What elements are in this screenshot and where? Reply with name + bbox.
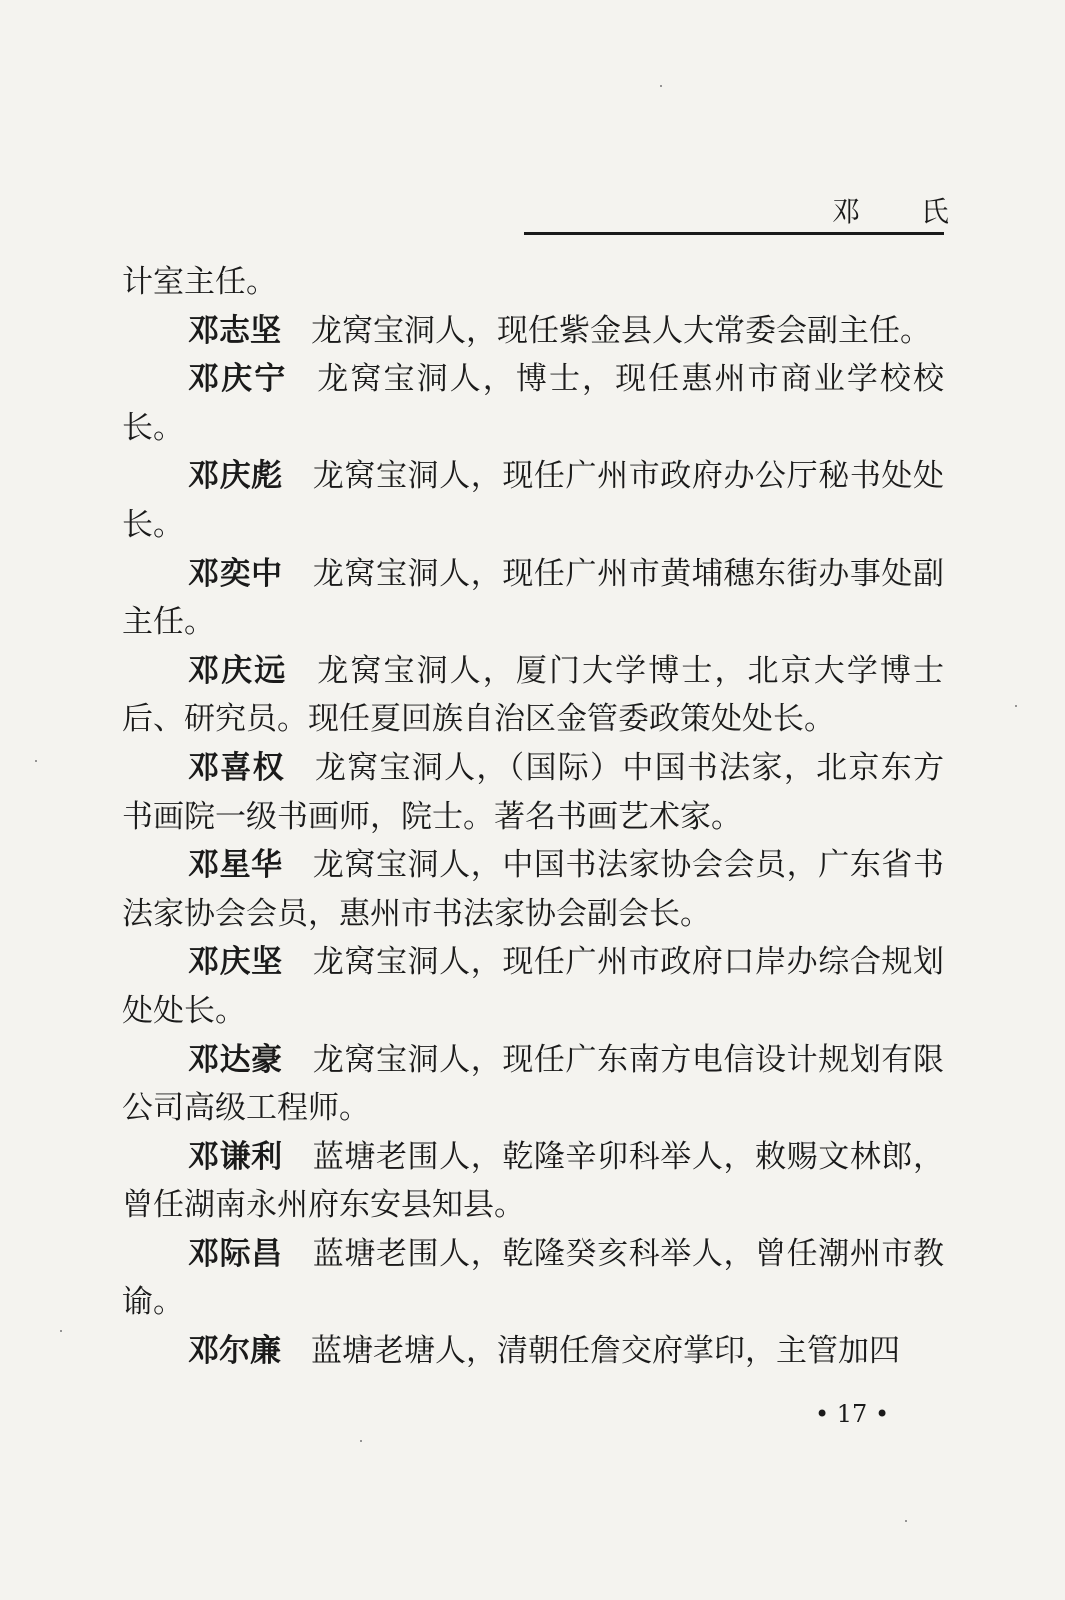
running-head: 邓 氏 bbox=[832, 195, 975, 228]
entry-text: 蓝塘老围人，乾隆辛卯科举人，敕赐文林郎，曾任湖南永州府东安县知县。 bbox=[122, 1138, 945, 1224]
entry-text: 龙窝宝洞人，厦门大学博士，北京大学博士后、研究员。现任夏回族自治区金管委政策处处长。 bbox=[122, 652, 945, 738]
entry-name: 邓尔廉 bbox=[188, 1333, 281, 1370]
scan-speck bbox=[60, 1330, 62, 1332]
entry-name: 邓谦利 bbox=[188, 1138, 283, 1175]
entry-deng-qianli bbox=[122, 1133, 944, 1230]
entry-deng-qingyuan bbox=[122, 647, 944, 744]
entry-name: 邓星华 bbox=[188, 847, 283, 884]
entry-text: 龙窝宝洞人，中国书法家协会会员，广东省书法家协会会员，惠州市书法家协会副会长。 bbox=[122, 847, 945, 932]
entry-name: 邓达豪 bbox=[188, 1041, 283, 1078]
entry-deng-jichang bbox=[122, 1230, 944, 1327]
scan-speck bbox=[905, 1520, 907, 1522]
body-text bbox=[122, 258, 944, 1376]
entry-name: 邓庆彪 bbox=[188, 458, 283, 495]
scan-speck bbox=[660, 85, 662, 87]
entry-deng-qingjian bbox=[122, 938, 944, 1035]
entry-name: 邓际昌 bbox=[188, 1235, 283, 1272]
entry-name: 邓志坚 bbox=[188, 312, 281, 349]
entry-deng-zhijian bbox=[122, 307, 944, 356]
header-rule bbox=[524, 232, 944, 235]
entry-deng-dahao bbox=[122, 1036, 944, 1133]
entry-name: 邓喜权 bbox=[188, 749, 285, 786]
entry-text: 蓝塘老塘人，清朝任詹交府掌印，主管加四 bbox=[311, 1333, 900, 1370]
entry-text: 龙窝宝洞人，现任广州市黄埔穗东街办事处副主任。 bbox=[122, 555, 945, 641]
entry-text: 龙窝宝洞人，现任广州市政府办公厅秘书处处长。 bbox=[122, 458, 945, 543]
entry-deng-yizhong bbox=[122, 550, 944, 647]
entry-name: 邓奕中 bbox=[188, 555, 283, 592]
entry-deng-erlian bbox=[122, 1327, 944, 1376]
scan-speck bbox=[1015, 705, 1017, 707]
entry-deng-xinghua bbox=[122, 841, 944, 938]
entry-text: 龙窝宝洞人，现任广州市政府口岸办综合规划处处长。 bbox=[122, 944, 945, 1029]
page-number: • 17 • bbox=[815, 1400, 890, 1428]
entry-name: 邓庆远 bbox=[188, 652, 288, 689]
scan-speck bbox=[35, 760, 37, 762]
entry-text: 蓝塘老围人，乾隆癸亥科举人，曾任潮州市教谕。 bbox=[122, 1235, 945, 1321]
entry-text: 龙窝宝洞人，（国际）中国书法家，北京东方书画院一级书画师，院士。著名书画艺术家。 bbox=[122, 749, 945, 835]
entry-text: 龙窝宝洞人，现任广东南方电信设计规划有限公司高级工程师。 bbox=[122, 1041, 945, 1127]
entry-text: 龙窝宝洞人，现任紫金县人大常委会副主任。 bbox=[311, 312, 931, 349]
entry-deng-qingning bbox=[122, 355, 944, 452]
entry-name: 邓庆坚 bbox=[188, 944, 283, 981]
entry-deng-qingbiao bbox=[122, 452, 944, 549]
scan-speck bbox=[360, 1440, 362, 1442]
entry-name: 邓庆宁 bbox=[188, 361, 288, 398]
entry-deng-xiquan bbox=[122, 744, 944, 841]
entry-text: 龙窝宝洞人，博士，现任惠州市商业学校校长。 bbox=[122, 361, 945, 446]
continuation-text: 计室主任。 bbox=[122, 264, 277, 300]
